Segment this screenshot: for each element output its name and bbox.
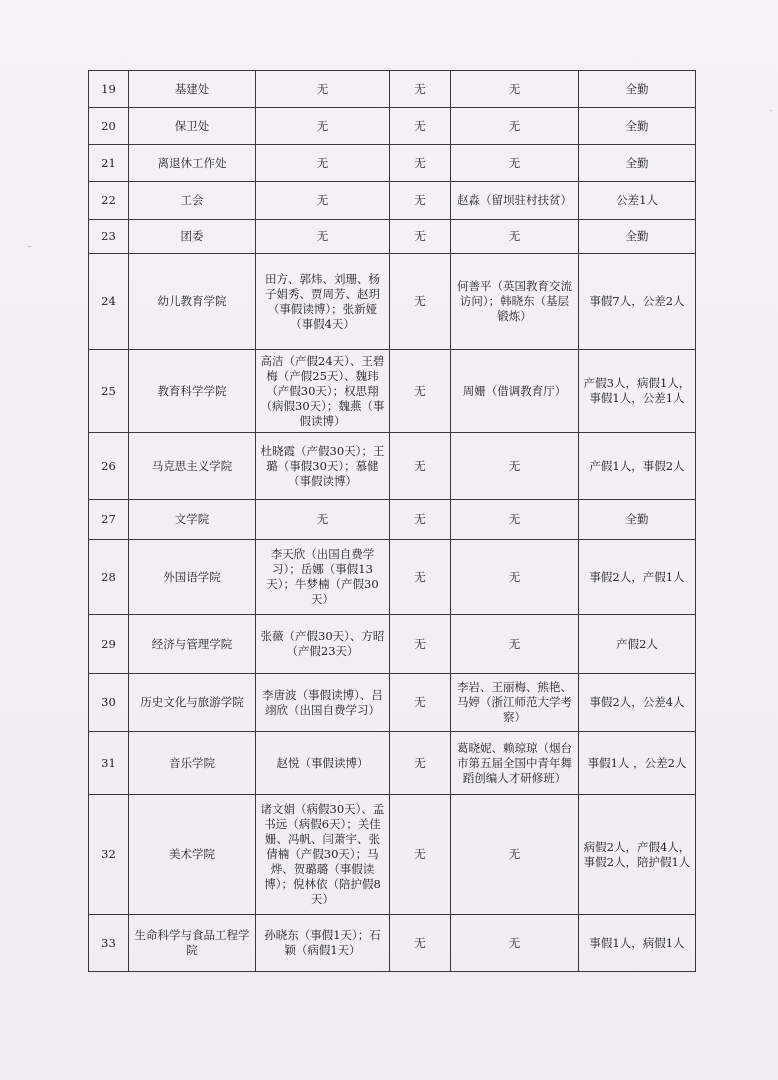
business-trip-cell: 何善平（英国教育交流访问）；韩晓东（基层锻炼） bbox=[451, 254, 579, 350]
row-number-cell: 32 bbox=[89, 795, 129, 915]
business-trip-cell: 无 bbox=[451, 540, 579, 615]
unit-name-cell: 生命科学与食品工程学院 bbox=[129, 915, 256, 972]
table-row bbox=[89, 615, 696, 674]
off-duty-cell: 无 bbox=[390, 915, 451, 972]
off-duty-cell: 无 bbox=[390, 145, 451, 182]
table-row bbox=[89, 433, 696, 500]
row-number-cell: 20 bbox=[89, 108, 129, 145]
business-trip-cell: 无 bbox=[451, 108, 579, 145]
row-number-cell: 27 bbox=[89, 500, 129, 540]
leave-detail-cell: 无 bbox=[256, 108, 390, 145]
table-row bbox=[89, 540, 696, 615]
row-number-cell: 26 bbox=[89, 433, 129, 500]
row-number-cell: 33 bbox=[89, 915, 129, 972]
leave-detail-cell: 田方、郭炜、刘珊、杨子娟秀、贾周芳、赵玥（事假读博）；张新娅（事假4天） bbox=[256, 254, 390, 350]
unit-name-cell: 幼儿教育学院 bbox=[129, 254, 256, 350]
unit-name-cell: 文学院 bbox=[129, 500, 256, 540]
unit-name-cell: 教育科学学院 bbox=[129, 350, 256, 433]
attendance-summary-cell: 全勤 bbox=[579, 145, 696, 182]
off-duty-cell: 无 bbox=[390, 254, 451, 350]
row-number-cell: 28 bbox=[89, 540, 129, 615]
business-trip-cell: 无 bbox=[451, 220, 579, 254]
row-number-cell: 30 bbox=[89, 674, 129, 732]
attendance-summary-cell: 产假1人，事假2人 bbox=[579, 433, 696, 500]
table-row bbox=[89, 145, 696, 182]
row-number-cell: 24 bbox=[89, 254, 129, 350]
attendance-summary-cell: 全勤 bbox=[579, 71, 696, 108]
attendance-summary-cell: 事假2人，公差4人 bbox=[579, 674, 696, 732]
table-row bbox=[89, 220, 696, 254]
leave-detail-cell: 无 bbox=[256, 500, 390, 540]
scan-speck bbox=[28, 246, 31, 247]
unit-name-cell: 经济与管理学院 bbox=[129, 615, 256, 674]
unit-name-cell: 基建处 bbox=[129, 71, 256, 108]
business-trip-cell: 无 bbox=[451, 615, 579, 674]
attendance-summary-cell: 产假2人 bbox=[579, 615, 696, 674]
leave-detail-cell: 孙晓东（事假1天）；石颖（病假1天） bbox=[256, 915, 390, 972]
table-row bbox=[89, 732, 696, 795]
row-number-cell: 31 bbox=[89, 732, 129, 795]
off-duty-cell: 无 bbox=[390, 350, 451, 433]
row-number-cell: 29 bbox=[89, 615, 129, 674]
off-duty-cell: 无 bbox=[390, 182, 451, 220]
business-trip-cell: 周姗（借调教育厅） bbox=[451, 350, 579, 433]
leave-detail-cell: 诸文娟（病假30天）、孟书远（病假6天）；关佳姗、冯帆、闫萧宇、张倩楠（产假30天）；马烨、贺璐璐（事假读博）；倪林依（陪护假8天） bbox=[256, 795, 390, 915]
off-duty-cell: 无 bbox=[390, 108, 451, 145]
business-trip-cell: 无 bbox=[451, 71, 579, 108]
attendance-table-body bbox=[89, 71, 696, 972]
table-row bbox=[89, 915, 696, 972]
table-row bbox=[89, 108, 696, 145]
attendance-summary-cell: 全勤 bbox=[579, 108, 696, 145]
unit-name-cell: 团委 bbox=[129, 220, 256, 254]
attendance-table bbox=[88, 70, 696, 972]
business-trip-cell: 赵淼（留坝驻村扶贫） bbox=[451, 182, 579, 220]
leave-detail-cell: 无 bbox=[256, 71, 390, 108]
attendance-summary-cell: 事假1人，病假1人 bbox=[579, 915, 696, 972]
row-number-cell: 21 bbox=[89, 145, 129, 182]
leave-detail-cell: 李唐波（事假读博）、吕翊欣（出国自费学习） bbox=[256, 674, 390, 732]
table-row bbox=[89, 71, 696, 108]
table-row bbox=[89, 350, 696, 433]
attendance-summary-cell: 全勤 bbox=[579, 500, 696, 540]
business-trip-cell: 李岩、王丽梅、熊艳、马婷（浙江师范大学考察） bbox=[451, 674, 579, 732]
table-row bbox=[89, 500, 696, 540]
business-trip-cell: 无 bbox=[451, 500, 579, 540]
scan-speck bbox=[770, 110, 772, 111]
unit-name-cell: 音乐学院 bbox=[129, 732, 256, 795]
unit-name-cell: 马克思主义学院 bbox=[129, 433, 256, 500]
leave-detail-cell: 赵悦（事假读博） bbox=[256, 732, 390, 795]
attendance-summary-cell: 全勤 bbox=[579, 220, 696, 254]
unit-name-cell: 工会 bbox=[129, 182, 256, 220]
unit-name-cell: 保卫处 bbox=[129, 108, 256, 145]
off-duty-cell: 无 bbox=[390, 540, 451, 615]
leave-detail-cell: 李天欣（出国自费学习）；岳娜（事假13天）；牛梦楠（产假30天） bbox=[256, 540, 390, 615]
business-trip-cell: 无 bbox=[451, 433, 579, 500]
leave-detail-cell: 无 bbox=[256, 145, 390, 182]
table-row bbox=[89, 674, 696, 732]
row-number-cell: 25 bbox=[89, 350, 129, 433]
row-number-cell: 19 bbox=[89, 71, 129, 108]
unit-name-cell: 外国语学院 bbox=[129, 540, 256, 615]
leave-detail-cell: 无 bbox=[256, 220, 390, 254]
table-row bbox=[89, 182, 696, 220]
unit-name-cell: 历史文化与旅游学院 bbox=[129, 674, 256, 732]
off-duty-cell: 无 bbox=[390, 674, 451, 732]
business-trip-cell: 无 bbox=[451, 795, 579, 915]
unit-name-cell: 美术学院 bbox=[129, 795, 256, 915]
table-row bbox=[89, 254, 696, 350]
leave-detail-cell: 高洁（产假24天）、王碧梅（产假25天）、魏玮（产假30天）；权思翔（病假30天）；魏燕（事假读博） bbox=[256, 350, 390, 433]
attendance-summary-cell: 病假2人，产假4人，事假2人，陪护假1人 bbox=[579, 795, 696, 915]
off-duty-cell: 无 bbox=[390, 732, 451, 795]
off-duty-cell: 无 bbox=[390, 615, 451, 674]
attendance-summary-cell: 公差1人 bbox=[579, 182, 696, 220]
leave-detail-cell: 无 bbox=[256, 182, 390, 220]
off-duty-cell: 无 bbox=[390, 433, 451, 500]
business-trip-cell: 无 bbox=[451, 145, 579, 182]
table-row bbox=[89, 795, 696, 915]
attendance-summary-cell: 产假3人，病假1人，事假1人，公差1人 bbox=[579, 350, 696, 433]
attendance-summary-cell: 事假7人，公差2人 bbox=[579, 254, 696, 350]
off-duty-cell: 无 bbox=[390, 500, 451, 540]
leave-detail-cell: 杜晓霞（产假30天）；王璐（事假30天）；慕健（事假读博） bbox=[256, 433, 390, 500]
leave-detail-cell: 张薇（产假30天）、方昭（产假23天） bbox=[256, 615, 390, 674]
unit-name-cell: 离退休工作处 bbox=[129, 145, 256, 182]
off-duty-cell: 无 bbox=[390, 795, 451, 915]
row-number-cell: 23 bbox=[89, 220, 129, 254]
attendance-summary-cell: 事假1人 ，公差2人 bbox=[579, 732, 696, 795]
business-trip-cell: 无 bbox=[451, 915, 579, 972]
row-number-cell: 22 bbox=[89, 182, 129, 220]
off-duty-cell: 无 bbox=[390, 220, 451, 254]
attendance-summary-cell: 事假2人，产假1人 bbox=[579, 540, 696, 615]
business-trip-cell: 葛晓妮、赖琼琼（烟台市第五届全国中青年舞蹈创编人才研修班） bbox=[451, 732, 579, 795]
off-duty-cell: 无 bbox=[390, 71, 451, 108]
